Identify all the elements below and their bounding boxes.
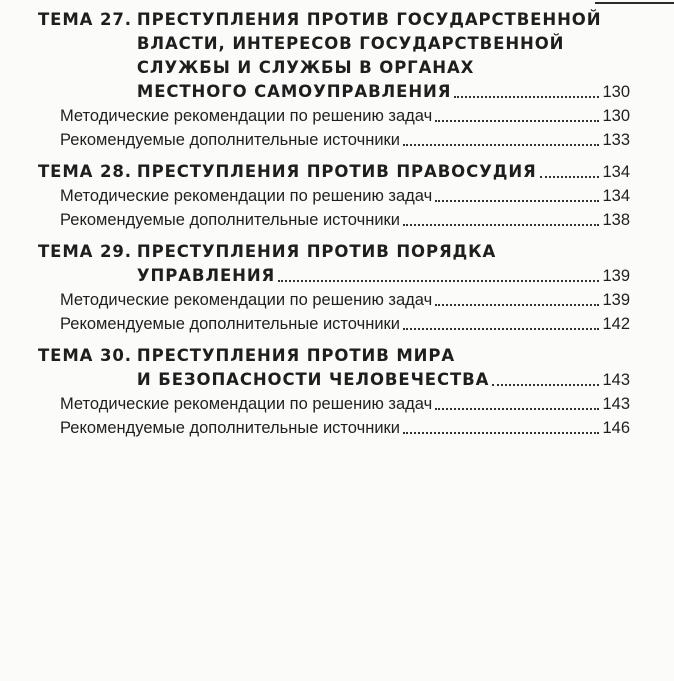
dot-leader [454, 96, 599, 98]
toc-subentry [38, 104, 630, 128]
subentry-label: Рекомендуемые дополнительные источники [60, 419, 400, 437]
topic-title-line: ПРЕСТУПЛЕНИЯ ПРОТИВ МИРА [136, 346, 456, 365]
topic-number: ТЕМА 28. [38, 162, 132, 181]
subentry-label: Методические рекомендации по решению задач [60, 187, 433, 205]
toc-subentry [38, 416, 630, 440]
dot-leader [403, 328, 599, 330]
page-number: 130 [602, 83, 630, 101]
page-number: 134 [602, 187, 630, 205]
topic-number: ТЕМА 27. [38, 10, 132, 29]
topic-title-line: СЛУЖБЫ И СЛУЖБЫ В ОРГАНАХ [136, 58, 475, 77]
toc-topic [38, 344, 630, 440]
topic-gap [38, 152, 630, 160]
topic-title-line: ВЛАСТИ, ИНТЕРЕСОВ ГОСУДАРСТВЕННОЙ [136, 34, 565, 53]
topic-number: ТЕМА 30. [38, 346, 132, 365]
topic-number: ТЕМА 29. [38, 242, 132, 261]
toc-subentry [38, 288, 630, 312]
toc-topic-line [38, 160, 630, 184]
page-number: 133 [602, 131, 630, 149]
toc-topic [38, 240, 630, 336]
toc-topic-line [38, 56, 630, 80]
subentry-label: Методические рекомендации по решению задач [60, 291, 433, 309]
topic-title-line: ПРЕСТУПЛЕНИЯ ПРОТИВ ПРАВОСУДИЯ [136, 162, 537, 181]
subentry-label: Методические рекомендации по решению задач [60, 107, 433, 125]
dot-leader [540, 176, 600, 178]
dot-leader [403, 144, 599, 146]
toc-topic-line [38, 240, 630, 264]
topic-gap [38, 336, 630, 344]
page-number: 139 [602, 291, 630, 309]
dot-leader [435, 408, 599, 410]
top-rule [595, 2, 674, 4]
toc-topic [38, 8, 630, 152]
topic-title-line: И БЕЗОПАСНОСТИ ЧЕЛОВЕЧЕСТВА [136, 370, 490, 389]
subentry-label: Рекомендуемые дополнительные источники [60, 315, 400, 333]
subentry-label: Рекомендуемые дополнительные источники [60, 211, 400, 229]
dot-leader [435, 120, 599, 122]
toc-topic-line [38, 264, 630, 288]
topic-title-line: ПРЕСТУПЛЕНИЯ ПРОТИВ ГОСУДАРСТВЕННОЙ [136, 10, 602, 29]
dot-leader [435, 200, 599, 202]
toc-subentry [38, 184, 630, 208]
toc-topic [38, 160, 630, 232]
dot-leader [435, 304, 599, 306]
subentry-label: Методические рекомендации по решению задач [60, 395, 433, 413]
dot-leader [278, 280, 599, 282]
dot-leader [403, 224, 599, 226]
topic-title-line: УПРАВЛЕНИЯ [136, 266, 276, 285]
toc-subentry [38, 128, 630, 152]
topic-title-line: ПРЕСТУПЛЕНИЯ ПРОТИВ ПОРЯДКА [136, 242, 497, 261]
dot-leader [403, 432, 599, 434]
page-number: 130 [602, 107, 630, 125]
subentry-label: Рекомендуемые дополнительные источники [60, 131, 400, 149]
toc-topic-line [38, 344, 630, 368]
page-number: 143 [602, 395, 630, 413]
toc-subentry [38, 312, 630, 336]
toc-topic-line [38, 8, 630, 32]
page-number: 142 [602, 315, 630, 333]
page-number: 143 [602, 371, 630, 389]
toc-topic-line [38, 80, 630, 104]
dot-leader [492, 384, 599, 386]
page-number: 139 [602, 267, 630, 285]
toc-subentry [38, 208, 630, 232]
page-number: 138 [602, 211, 630, 229]
page-number: 146 [602, 419, 630, 437]
table-of-contents [38, 8, 630, 440]
page-number: 134 [602, 163, 630, 181]
topic-title-line: МЕСТНОГО САМОУПРАВЛЕНИЯ [136, 82, 452, 101]
toc-subentry [38, 392, 630, 416]
toc-topic-line [38, 368, 630, 392]
topic-gap [38, 232, 630, 240]
toc-topic-line [38, 32, 630, 56]
